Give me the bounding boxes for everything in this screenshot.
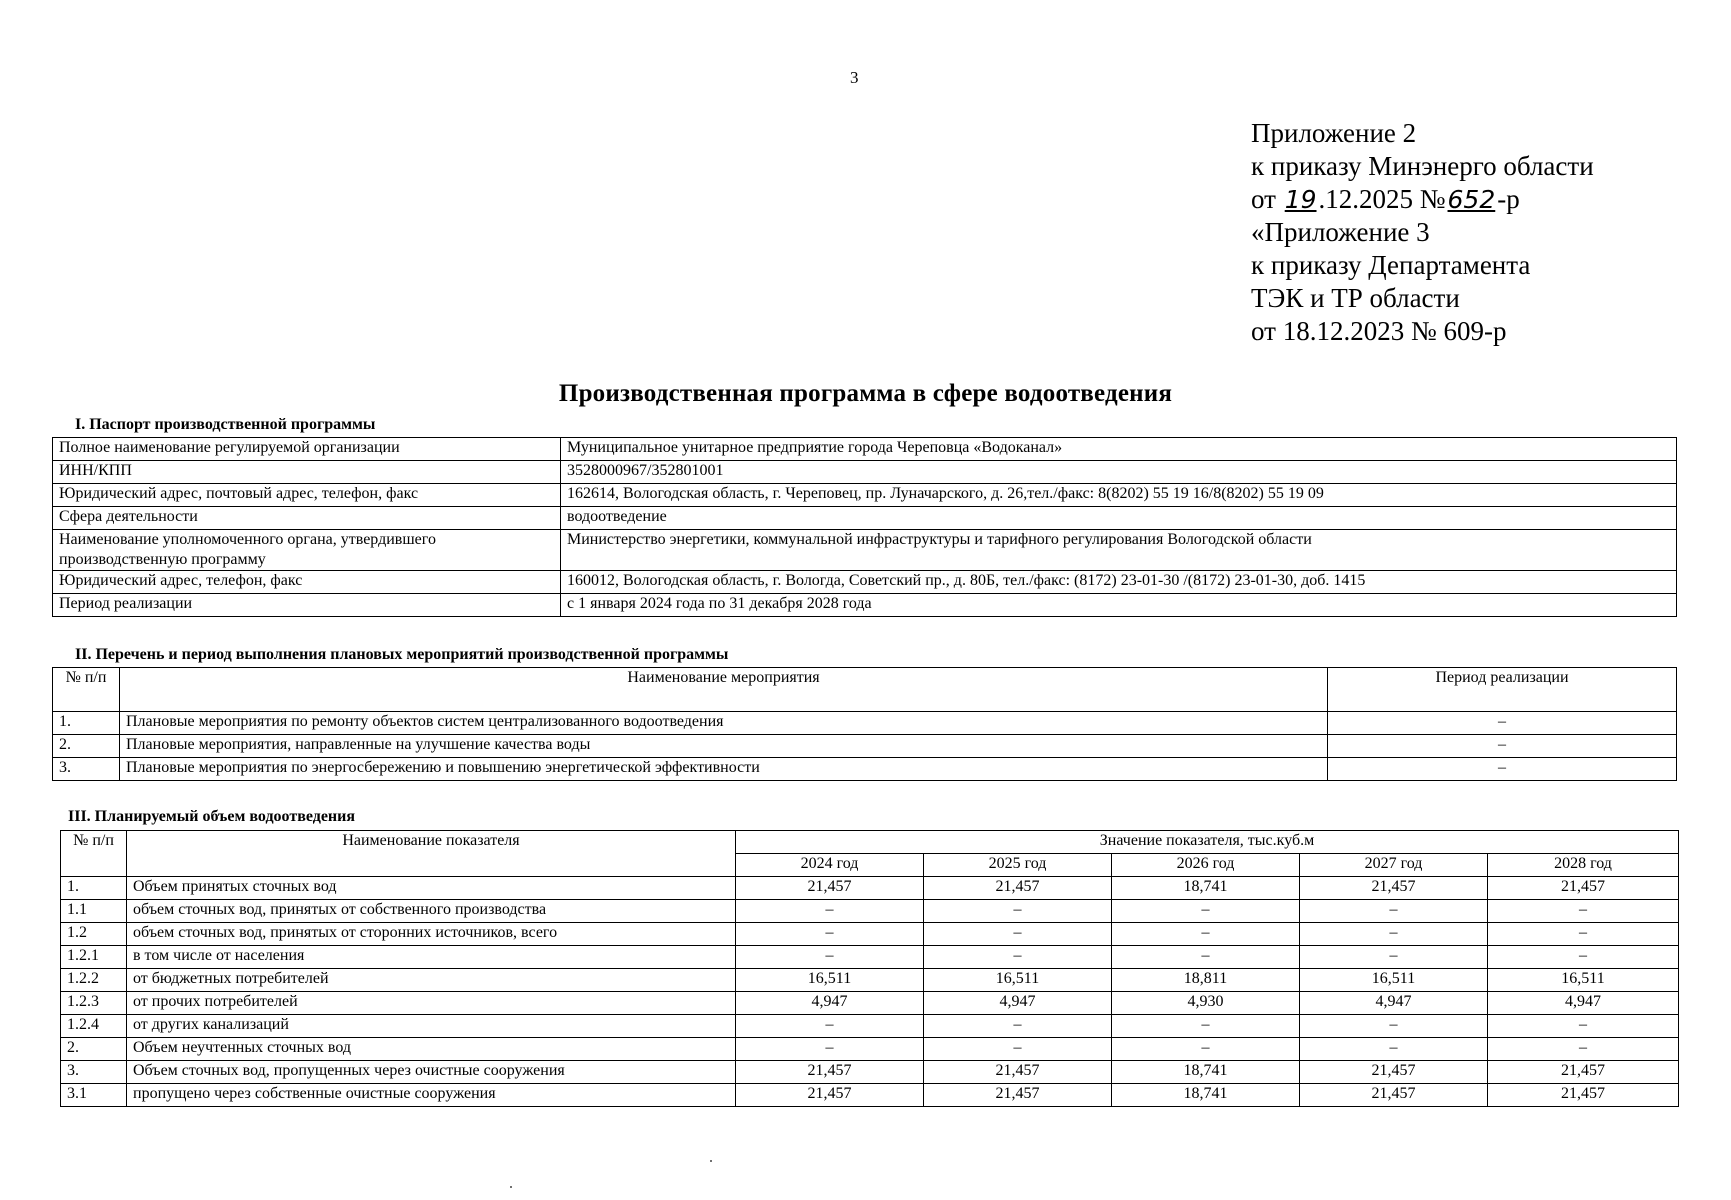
year-header: 2025 год <box>924 854 1112 877</box>
measures-period: – <box>1328 735 1677 758</box>
volume-col-name: Наименование показателя <box>127 831 736 877</box>
volume-value: 21,457 <box>1488 1061 1679 1084</box>
volume-value: – <box>736 1015 924 1038</box>
volume-row <box>61 1084 1679 1107</box>
volume-name: в том числе от населения <box>127 946 736 969</box>
volume-value: 18,811 <box>1112 969 1300 992</box>
measures-table <box>52 667 1677 781</box>
volume-value: – <box>924 1038 1112 1061</box>
passport-label: Наименование уполномоченного органа, утвердившего производственную программу <box>53 530 561 571</box>
passport-row <box>53 461 1677 484</box>
volume-num: 1.2 <box>61 923 127 946</box>
volume-value: – <box>924 946 1112 969</box>
volume-value: – <box>1488 1038 1679 1061</box>
volume-value: 21,457 <box>1488 877 1679 900</box>
volume-value: 18,741 <box>1112 1061 1300 1084</box>
passport-value: с 1 января 2024 года по 31 декабря 2028 года <box>561 594 1677 617</box>
volume-value: – <box>1300 946 1488 969</box>
appendix-date-prefix: от <box>1251 184 1283 214</box>
volume-row <box>61 1038 1679 1061</box>
volume-value: – <box>1112 900 1300 923</box>
volume-value: – <box>736 923 924 946</box>
passport-row <box>53 594 1677 617</box>
volume-value: – <box>1300 923 1488 946</box>
volume-name: пропущено через собственные очистные сооружения <box>127 1084 736 1107</box>
year-header: 2026 год <box>1112 854 1300 877</box>
handwritten-number: 652 <box>1447 185 1496 214</box>
passport-value: 3528000967/352801001 <box>561 461 1677 484</box>
volume-name: от других канализаций <box>127 1015 736 1038</box>
volume-row <box>61 877 1679 900</box>
measures-period: – <box>1328 758 1677 781</box>
page-number: 3 <box>850 68 859 87</box>
year-header: 2028 год <box>1488 854 1679 877</box>
volume-value: 21,457 <box>924 877 1112 900</box>
volume-value: – <box>1488 900 1679 923</box>
volume-value: – <box>1300 900 1488 923</box>
volume-value: – <box>1488 1015 1679 1038</box>
appendix-line-2: к приказу Минэнерго области <box>1251 151 1594 181</box>
volume-value: – <box>924 900 1112 923</box>
passport-row <box>53 571 1677 594</box>
appendix-number-suffix: -р <box>1497 184 1520 214</box>
volume-row <box>61 923 1679 946</box>
volume-heading: III. Планируемый объем водоотведения <box>68 808 356 825</box>
volume-num: 1. <box>61 877 127 900</box>
volume-name: объем сточных вод, принятых от собственного производства <box>127 900 736 923</box>
appendix-line-4: «Приложение 3 <box>1251 217 1430 247</box>
volume-name: Объем принятых сточных вод <box>127 877 736 900</box>
volume-value: 21,457 <box>1300 1084 1488 1107</box>
volume-name: от бюджетных потребителей <box>127 969 736 992</box>
volume-value: – <box>924 923 1112 946</box>
volume-value: 16,511 <box>924 969 1112 992</box>
passport-label: Юридический адрес, телефон, факс <box>53 571 561 594</box>
measures-row <box>53 735 1677 758</box>
measures-num: 1. <box>53 712 120 735</box>
appendix-block <box>1251 117 1594 348</box>
volume-name: Объем сточных вод, пропущенных через очистные сооружения <box>127 1061 736 1084</box>
appendix-line-7: от 18.12.2023 № 609-р <box>1251 316 1507 346</box>
volume-value: 16,511 <box>1300 969 1488 992</box>
volume-num: 3.1 <box>61 1084 127 1107</box>
passport-label: Юридический адрес, почтовый адрес, телефон, факс <box>53 484 561 507</box>
volume-row <box>61 969 1679 992</box>
passport-heading: I. Паспорт производственной программы <box>75 416 376 433</box>
year-header: 2024 год <box>736 854 924 877</box>
appendix-line-1: Приложение 2 <box>1251 118 1417 148</box>
volume-value: 4,930 <box>1112 992 1300 1015</box>
volume-row <box>61 1061 1679 1084</box>
volume-value: 16,511 <box>1488 969 1679 992</box>
volume-value: – <box>1488 946 1679 969</box>
passport-row <box>53 484 1677 507</box>
volume-num: 1.2.2 <box>61 969 127 992</box>
volume-row <box>61 1015 1679 1038</box>
volume-value: 18,741 <box>1112 1084 1300 1107</box>
volume-col-value-group: Значение показателя, тыс.куб.м <box>736 831 1679 854</box>
volume-value: 4,947 <box>1488 992 1679 1015</box>
volume-value: 21,457 <box>924 1084 1112 1107</box>
volume-value: – <box>736 900 924 923</box>
passport-label: Полное наименование регулируемой организации <box>53 438 561 461</box>
volume-value: – <box>924 1015 1112 1038</box>
measures-row <box>53 758 1677 781</box>
measures-row <box>53 712 1677 735</box>
volume-row <box>61 946 1679 969</box>
year-header: 2027 год <box>1300 854 1488 877</box>
appendix-date-mid: .12.2025 № <box>1318 184 1446 214</box>
volume-num: 1.2.3 <box>61 992 127 1015</box>
volume-value: 16,511 <box>736 969 924 992</box>
volume-table <box>60 830 1679 1107</box>
appendix-line-6: ТЭК и ТР области <box>1251 283 1460 313</box>
volume-name: от прочих потребителей <box>127 992 736 1015</box>
volume-row <box>61 992 1679 1015</box>
appendix-line-5: к приказу Департамента <box>1251 250 1531 280</box>
volume-value: – <box>1112 923 1300 946</box>
volume-value: 21,457 <box>736 1061 924 1084</box>
passport-value: Министерство энергетики, коммунальной инфраструктуры и тарифного регулирования Вологодской области <box>561 530 1677 571</box>
volume-name: Объем неучтенных сточных вод <box>127 1038 736 1061</box>
document-title: Производственная программа в сфере водоотведения <box>558 380 1173 407</box>
volume-num: 1.1 <box>61 900 127 923</box>
measures-period: – <box>1328 712 1677 735</box>
measures-num: 3. <box>53 758 120 781</box>
handwritten-day: 19 <box>1284 185 1317 214</box>
volume-value: 21,457 <box>924 1061 1112 1084</box>
passport-row <box>53 507 1677 530</box>
measures-name: Плановые мероприятия, направленные на улучшение качества воды <box>120 735 1328 758</box>
volume-row <box>61 900 1679 923</box>
appendix-line-3 <box>1251 183 1594 216</box>
volume-value: – <box>736 1038 924 1061</box>
volume-value: – <box>1112 1015 1300 1038</box>
passport-value: 160012, Вологодская область, г. Вологда, Советский пр., д. 80Б, тел./факс: (8172) 23-01-30 /(8172) 23-01-30, доб. 1415 <box>561 571 1677 594</box>
volume-value: 21,457 <box>736 1084 924 1107</box>
measures-name: Плановые мероприятия по энергосбережению и повышению энергетической эффективности <box>120 758 1328 781</box>
volume-value: 18,741 <box>1112 877 1300 900</box>
passport-label: Период реализации <box>53 594 561 617</box>
passport-table <box>52 437 1677 617</box>
volume-value: – <box>1112 1038 1300 1061</box>
passport-row <box>53 530 1677 571</box>
volume-value: 4,947 <box>1300 992 1488 1015</box>
passport-value: водоотведение <box>561 507 1677 530</box>
volume-value: – <box>1112 946 1300 969</box>
volume-value: 21,457 <box>1488 1084 1679 1107</box>
volume-value: – <box>1488 923 1679 946</box>
volume-value: – <box>736 946 924 969</box>
volume-col-num: № п/п <box>61 831 127 877</box>
volume-num: 1.2.1 <box>61 946 127 969</box>
measures-num: 2. <box>53 735 120 758</box>
volume-num: 3. <box>61 1061 127 1084</box>
volume-num: 2. <box>61 1038 127 1061</box>
measures-col-num: № п/п <box>53 668 120 712</box>
measures-col-name: Наименование мероприятия <box>120 668 1328 712</box>
scan-speck <box>510 1186 512 1188</box>
volume-name: объем сточных вод, принятых от сторонних источников, всего <box>127 923 736 946</box>
passport-row <box>53 438 1677 461</box>
passport-label: ИНН/КПП <box>53 461 561 484</box>
volume-num: 1.2.4 <box>61 1015 127 1038</box>
volume-value: 4,947 <box>736 992 924 1015</box>
measures-heading: II. Перечень и период выполнения плановых мероприятий производственной программы <box>75 646 729 663</box>
volume-value: 21,457 <box>736 877 924 900</box>
passport-value: 162614, Вологодская область, г. Череповец, пр. Луначарского, д. 26,тел./факс: 8(8202) 55 19 16/8(8202) 55 19 09 <box>561 484 1677 507</box>
volume-value: – <box>1300 1038 1488 1061</box>
volume-value: 21,457 <box>1300 877 1488 900</box>
volume-value: – <box>1300 1015 1488 1038</box>
volume-value: 4,947 <box>924 992 1112 1015</box>
measures-col-period: Период реализации <box>1328 668 1677 712</box>
volume-value: 21,457 <box>1300 1061 1488 1084</box>
measures-name: Плановые мероприятия по ремонту объектов систем централизованного водоотведения <box>120 712 1328 735</box>
passport-label: Сфера деятельности <box>53 507 561 530</box>
passport-value: Муниципальное унитарное предприятие города Череповца «Водоканал» <box>561 438 1677 461</box>
scan-speck <box>710 1160 712 1162</box>
